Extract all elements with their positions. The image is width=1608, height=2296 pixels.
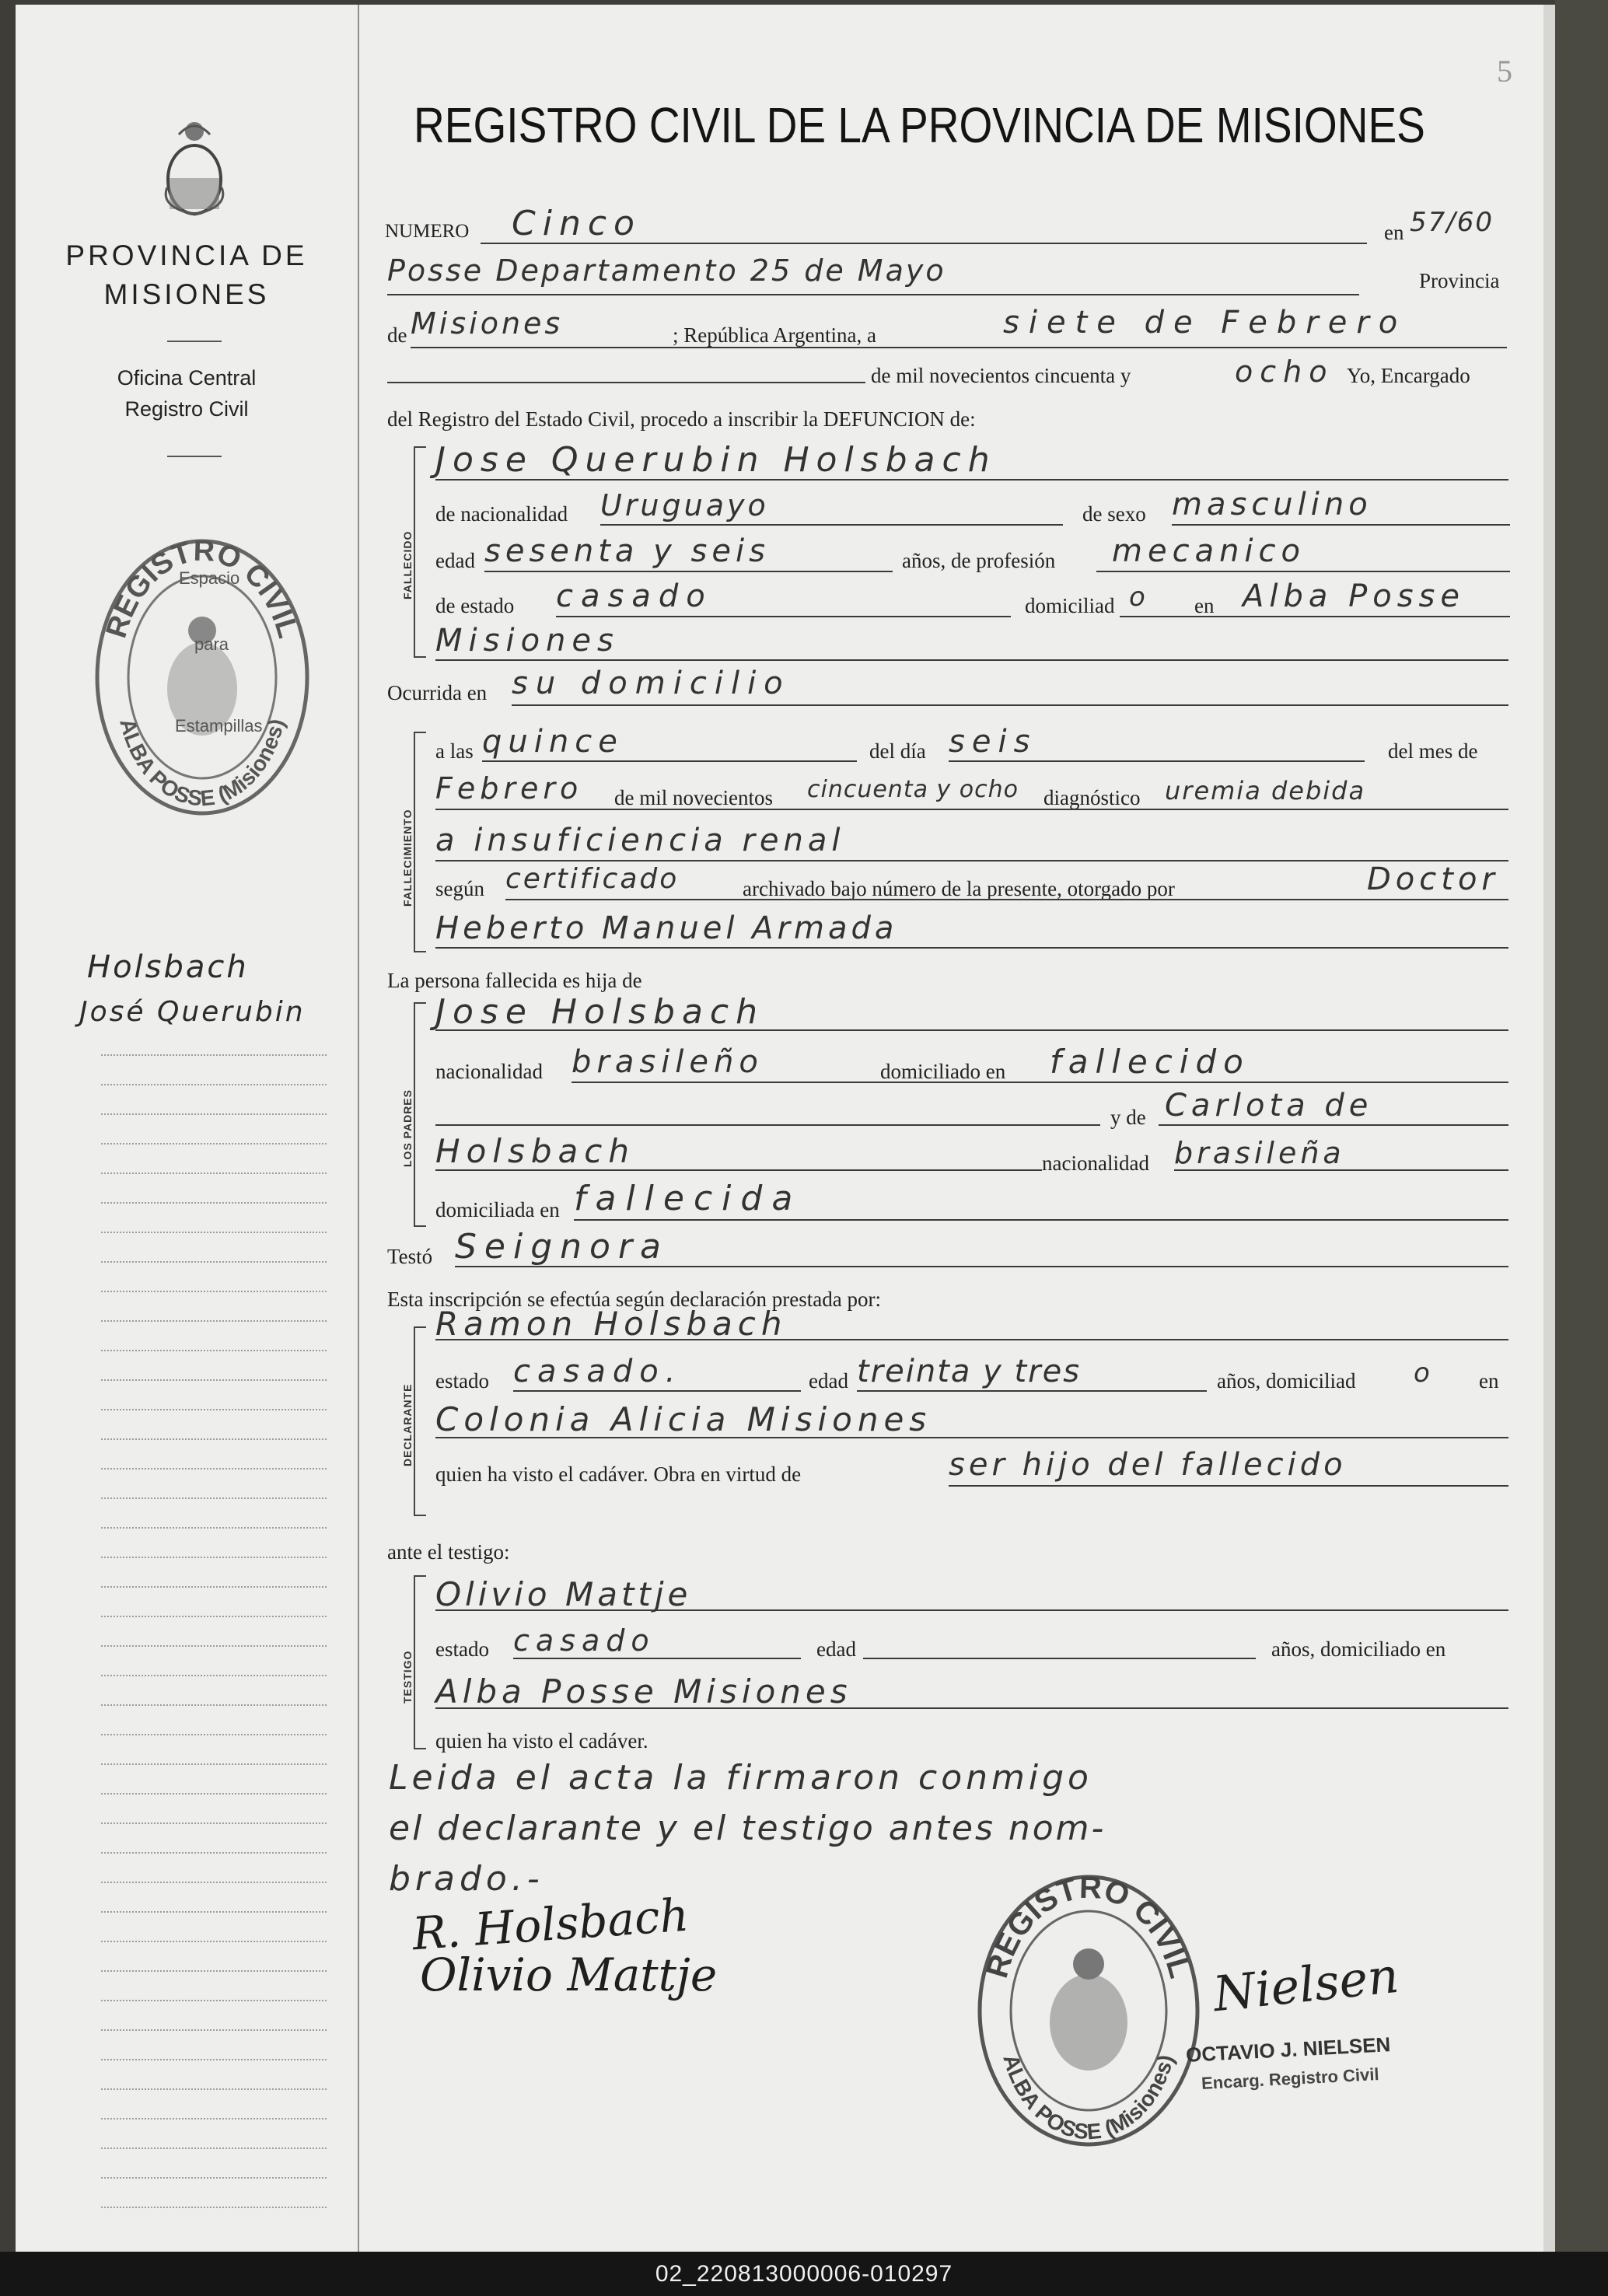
value-provincia: Misiones	[411, 306, 564, 341]
line	[435, 1609, 1508, 1611]
label-edad-declarante: edad	[809, 1369, 848, 1393]
line	[481, 243, 1367, 244]
section-bracket-fallecido	[414, 446, 426, 658]
officer-name: OCTAVIO J. NIELSEN	[1185, 2032, 1391, 2067]
marginal-dotted-line	[101, 2000, 327, 2001]
province-heading-1: PROVINCIA DE	[65, 239, 308, 271]
line	[572, 1082, 1508, 1083]
marginal-dotted-line	[101, 1261, 327, 1263]
value-ano-fallecimiento: cincuenta y ocho	[807, 776, 1019, 803]
value-profesion: mecanico	[1112, 533, 1306, 569]
line	[411, 347, 1507, 348]
label-del-mes-de: del mes de	[1388, 739, 1478, 763]
label-de-mil: de mil novecientos cincuenta y	[871, 364, 1131, 387]
value-dia: seis	[949, 724, 1037, 760]
value-numero: Cinco	[512, 204, 641, 243]
label-en-declarante: en	[1479, 1369, 1499, 1393]
line	[1172, 524, 1510, 526]
value-domicilio: Alba Posse	[1243, 578, 1465, 614]
line	[1120, 616, 1510, 617]
label-anos-domiciliado-en: años, domiciliado en	[1271, 1637, 1446, 1661]
label-de-nacionalidad: de nacionalidad	[435, 502, 568, 526]
label-esta-inscripcion: Esta inscripción se efectúa según declaración prestada por:	[387, 1288, 881, 1311]
label-de-mil-novecientos: de mil novecientos	[614, 786, 773, 809]
page-title: REGISTRO CIVIL DE LA PROVINCIA DE MISIONES	[414, 97, 1425, 153]
value-lugar: Posse Departamento 25 de Mayo	[387, 253, 946, 288]
line	[1159, 1124, 1508, 1126]
marginal-dotted-line	[101, 1675, 327, 1676]
svg-text:ALBA POSSE (Misiones): ALBA POSSE (Misiones)	[998, 2051, 1179, 2144]
line	[455, 1266, 1508, 1267]
label-domiciliad: domiciliad	[1025, 594, 1115, 617]
value-padre-domicilio: fallecido	[1050, 1043, 1250, 1081]
label-ocurrida-en: Ocurrida en	[387, 681, 488, 704]
signature-encargado: Nielsen	[1210, 1946, 1402, 2023]
value-segun: certificado	[505, 863, 680, 895]
office-line-2: Registro Civil	[124, 397, 249, 421]
value-ano: ocho	[1235, 355, 1334, 389]
value-estado: casado	[556, 578, 713, 614]
stamp-space-label-1: Espacio	[179, 568, 240, 588]
line	[482, 760, 857, 762]
value-testigo-domicilio: Alba Posse Misiones	[435, 1672, 852, 1711]
sidebar-divider-2	[167, 456, 222, 457]
marginal-dotted-line	[101, 1941, 327, 1942]
value-hora: quince	[482, 724, 624, 760]
label-quien-visto-obra: quien ha visto el cadáver. Obra en virtud de	[435, 1463, 802, 1486]
line	[863, 1658, 1256, 1659]
value-domicilio-o: o	[1129, 582, 1152, 613]
value-nombre-fallecido: Jose Querubin Holsbach	[435, 440, 997, 480]
line	[435, 1339, 1508, 1340]
value-domicilio-2: Misiones	[435, 623, 620, 659]
line	[949, 1485, 1508, 1487]
label-provincia: Provincia	[1419, 269, 1500, 292]
section-label-los-padres: LOS PADRES	[401, 1089, 414, 1167]
label-segun: según	[435, 877, 484, 900]
line	[484, 571, 893, 572]
marginal-dotted-line	[101, 1497, 327, 1499]
value-cierre-1: Leida el acta la firmaron conmigo	[389, 1758, 1092, 1798]
book-cover-edge	[1555, 0, 1608, 2296]
marginal-dotted-line	[101, 1438, 327, 1440]
label-diagnostico: diagnóstico	[1043, 786, 1141, 809]
marginal-dotted-line	[101, 1911, 327, 1913]
label-edad-testigo: edad	[816, 1637, 856, 1661]
value-declarante-domicilio-o: o	[1414, 1358, 1437, 1389]
value-madre-2: Holsbach	[435, 1132, 635, 1170]
marginal-dotted-line	[101, 1616, 327, 1617]
marginal-dotted-line	[101, 2059, 327, 2060]
value-mes: Febrero	[435, 771, 583, 806]
value-medico: Heberto Manuel Armada	[435, 910, 898, 946]
marginal-dotted-line	[101, 1645, 327, 1647]
value-diagnostico-2: a insuficiencia renal	[435, 823, 845, 858]
stamp-space-label-2: para	[194, 634, 229, 654]
label-archivado: archivado bajo número de la presente, otorgado por	[743, 877, 1175, 900]
marginal-dotted-line	[101, 1291, 327, 1292]
label-a-las: a las	[435, 739, 474, 763]
value-otorgado-por: Doctor	[1367, 861, 1499, 897]
marginal-dotted-line	[101, 1350, 327, 1351]
marginal-dotted-line	[101, 2147, 327, 2149]
label-en-domicilio: en	[1194, 594, 1215, 617]
marginal-dotted-line	[101, 1054, 327, 1056]
province-heading-2: MISIONES	[103, 278, 270, 310]
marginal-dotted-line	[101, 1202, 327, 1204]
svg-text:ALBA POSSE (Misiones): ALBA POSSE (Misiones)	[115, 715, 289, 811]
line	[949, 760, 1365, 762]
value-testigo-estado: casado	[513, 1623, 655, 1658]
marginal-dotted-line	[101, 1586, 327, 1588]
marginal-surname: Holsbach	[87, 949, 249, 985]
marginal-dotted-line	[101, 1113, 327, 1115]
label-en: en	[1384, 221, 1404, 244]
line	[505, 899, 1508, 900]
line	[435, 860, 1508, 861]
marginal-dotted-line	[101, 1852, 327, 1854]
label-de: de	[387, 323, 407, 347]
section-label-declarante: DECLARANTE	[401, 1383, 414, 1466]
line	[574, 1219, 1508, 1221]
value-padre: Jose Holsbach	[435, 992, 765, 1032]
line	[512, 704, 1508, 706]
section-label-fallecimiento: FALLECIMIENTO	[401, 809, 414, 907]
page-number: 5	[1497, 54, 1512, 89]
sidebar-divider	[167, 341, 222, 342]
label-yo-encargado: Yo, Encargado	[1347, 364, 1470, 387]
value-declarante: Ramon Holsbach	[435, 1305, 788, 1343]
marginal-dotted-line	[101, 1232, 327, 1233]
label-anos-profesion: años, de profesión	[902, 549, 1056, 572]
marginal-dotted-line	[101, 1409, 327, 1410]
value-madre: Carlota de	[1165, 1088, 1373, 1124]
marginal-dotted-line	[101, 1822, 327, 1824]
signature-declarante: R. Holsbach	[411, 1888, 690, 1961]
value-madre-domicilio: fallecida	[574, 1179, 802, 1218]
marginal-dotted-line	[101, 2177, 327, 2179]
line	[435, 947, 1508, 949]
value-ocurrida: su domicilio	[512, 666, 791, 701]
label-del-dia: del día	[869, 739, 926, 763]
line	[1096, 571, 1510, 572]
label-de-sexo: de sexo	[1082, 502, 1146, 526]
section-bracket-testigo	[414, 1575, 426, 1749]
svg-text:REGISTRO CIVIL: REGISTRO CIVIL	[980, 1871, 1197, 1982]
value-declarante-edad: treinta y tres	[857, 1354, 1082, 1389]
officer-role: Encarg. Registro Civil	[1201, 2064, 1380, 2093]
value-cierre-2: el declarante y el testigo antes nom-	[389, 1808, 1106, 1848]
marginal-dotted-line	[101, 1143, 327, 1145]
signature-testigo: Olivio Mattje	[420, 1948, 718, 2001]
line	[1174, 1169, 1508, 1171]
label-anos-domiciliad: años, domiciliad	[1217, 1369, 1356, 1393]
line	[857, 1390, 1207, 1392]
line	[435, 1707, 1508, 1709]
marginal-dotted-line	[101, 1084, 327, 1085]
marginal-dotted-line	[101, 1793, 327, 1795]
line	[513, 1658, 801, 1659]
section-label-testigo: TESTIGO	[401, 1650, 414, 1704]
value-cierre-3: brado.-	[389, 1859, 544, 1899]
line	[435, 1029, 1508, 1031]
label-quien-visto: quien ha visto el cadáver.	[435, 1729, 648, 1753]
label-republica: ; República Argentina, a	[673, 323, 876, 347]
value-nacionalidad: Uruguayo	[600, 488, 769, 522]
label-numero: NUMERO	[385, 221, 470, 242]
label-de-estado: de estado	[435, 594, 515, 617]
value-testo: Seignora	[455, 1227, 669, 1267]
marginal-dotted-line	[101, 1704, 327, 1706]
label-estado-declarante: estado	[435, 1369, 489, 1393]
value-sexo: masculino	[1172, 487, 1372, 522]
value-declarante-estado: casado.	[513, 1354, 683, 1389]
label-del-registro: del Registro del Estado Civil, procedo a inscribir la DEFUNCION de:	[387, 407, 976, 431]
line	[387, 294, 1359, 295]
marginal-dotted-line	[101, 1734, 327, 1735]
line	[435, 1124, 1100, 1126]
section-bracket-declarante	[414, 1326, 426, 1516]
label-domiciliada-en: domiciliada en	[435, 1198, 560, 1221]
marginal-dotted-line	[101, 2118, 327, 2120]
value-fecha: siete de Febrero	[1003, 305, 1407, 341]
line	[513, 1390, 801, 1392]
line	[435, 809, 1508, 810]
label-edad: edad	[435, 549, 475, 572]
stamp-space-label-3: Estampillas	[175, 716, 263, 736]
marginal-dotted-line	[101, 1468, 327, 1470]
marginal-dotted-line	[101, 2029, 327, 2031]
value-diagnostico: uremia debida	[1165, 776, 1366, 806]
line	[600, 524, 1063, 526]
line	[435, 1169, 1042, 1171]
marginal-dotted-line	[101, 1557, 327, 1558]
line	[435, 479, 1508, 481]
value-madre-nacionalidad: brasileña	[1174, 1136, 1345, 1170]
label-testo: Testó	[387, 1245, 433, 1268]
label-estado-testigo: estado	[435, 1637, 489, 1661]
value-testigo: Olivio Mattje	[435, 1575, 692, 1613]
value-obra-en-virtud: ser hijo del fallecido	[949, 1447, 1347, 1483]
value-en-ref: 57/60	[1410, 207, 1494, 238]
marginal-dotted-line	[101, 1882, 327, 1883]
line	[556, 616, 1011, 617]
marginal-dotted-line	[101, 2088, 327, 2090]
coat-of-arms-icon	[159, 117, 229, 218]
label-y-de: y de	[1110, 1106, 1146, 1129]
section-bracket-padres	[414, 1002, 426, 1227]
value-edad: sesenta y seis	[484, 533, 770, 569]
section-bracket-fallecimiento	[414, 732, 426, 952]
label-domiciliado-en: domiciliado en	[880, 1060, 1006, 1083]
label-nacionalidad-madre: nacionalidad	[1042, 1151, 1149, 1175]
value-padre-nacionalidad: brasileño	[572, 1044, 764, 1080]
marginal-dotted-line	[101, 1320, 327, 1322]
marginal-dotted-line	[101, 1970, 327, 1972]
label-ante-testigo: ante el testigo:	[387, 1540, 510, 1564]
office-line-1: Oficina Central	[117, 366, 257, 390]
marginal-dotted-line	[101, 2207, 327, 2208]
line	[387, 382, 865, 383]
binding-strip	[1543, 5, 1555, 2252]
footer-id: 02_220813000006-010297	[0, 2252, 1608, 2296]
marginal-dotted-line	[101, 1172, 327, 1174]
label-es-hija-de: La persona fallecida es hija de	[387, 969, 642, 992]
left-margin-column	[16, 5, 359, 2252]
document-page	[16, 5, 1555, 2252]
marginal-dotted-line	[101, 1379, 327, 1381]
line	[435, 1437, 1508, 1438]
svg-text:REGISTRO CIVIL: REGISTRO CIVIL	[100, 534, 305, 642]
marginal-given-name: José Querubin	[79, 996, 306, 1028]
marginal-dotted-line	[101, 1527, 327, 1529]
section-label-fallecido: FALLECIDO	[401, 530, 414, 599]
officer-registro-civil-stamp	[972, 1871, 1205, 2151]
line	[435, 659, 1508, 661]
label-nacionalidad-padre: nacionalidad	[435, 1060, 543, 1083]
marginal-dotted-line	[101, 1763, 327, 1765]
value-declarante-domicilio: Colonia Alicia Misiones	[435, 1400, 932, 1438]
